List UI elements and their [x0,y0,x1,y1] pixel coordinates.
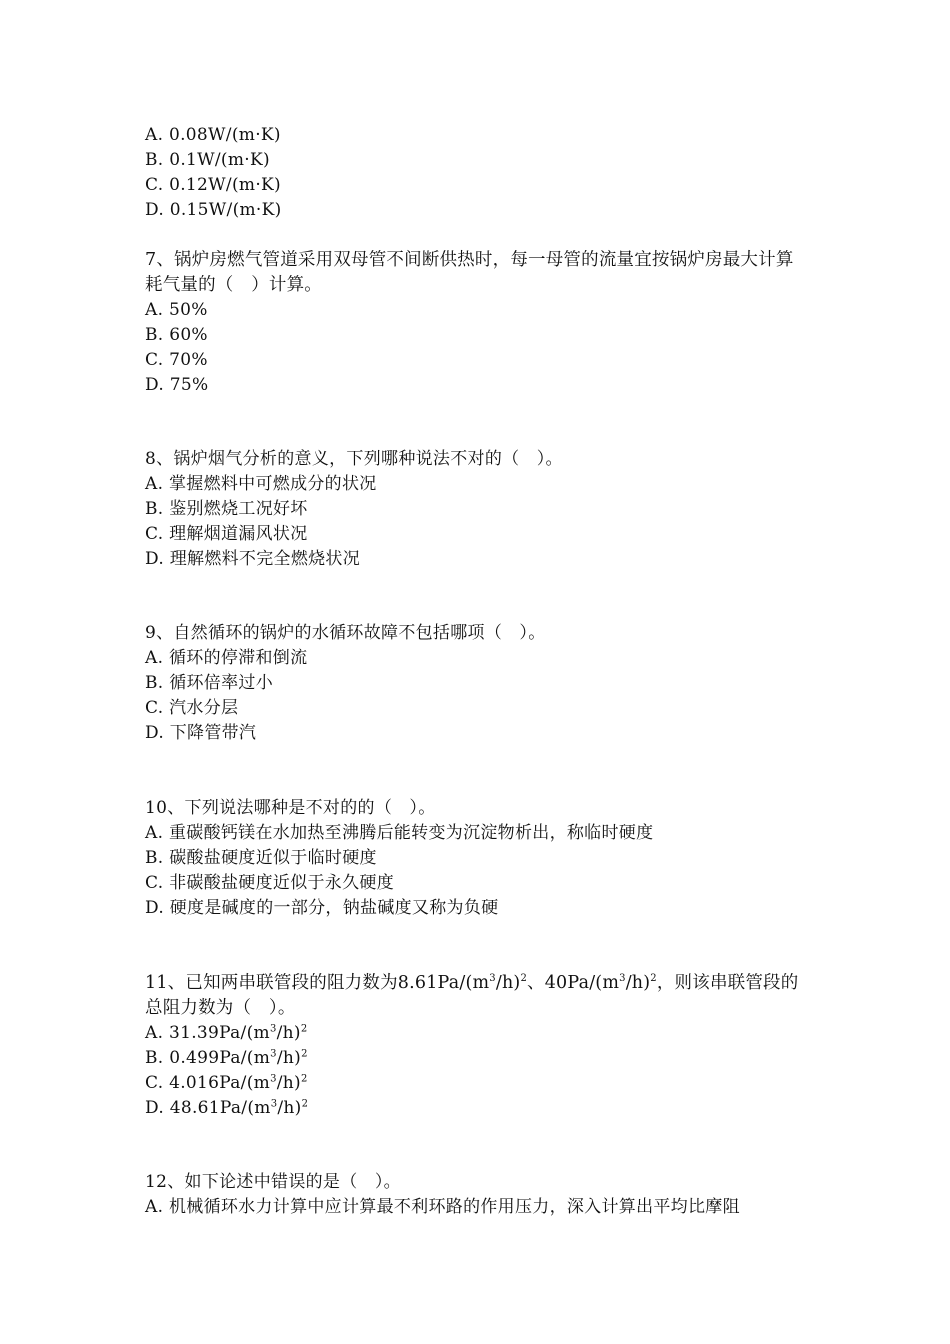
question-8 [145,447,563,572]
option-c: C. 汽水分层 [145,698,239,718]
option-a: A. 循环的停滞和倒流 [145,648,308,668]
option-a: A. $31.39Pa/(m^3/h)^2$ [145,1023,308,1043]
option-c: C. 非碳酸盐硬度近似于永久硬度 [145,873,395,893]
option-d: D. 0.15W/(m·K) [145,200,282,220]
question-7 [145,248,810,398]
option-d: D. 下降管带汽 [145,723,257,743]
question-9 [145,621,546,746]
option-a: A. 机械循环水力计算中应计算最不利环路的作用压力，深入计算出平均比摩阻 [145,1197,740,1217]
question-11 [145,971,810,1121]
question-stem: 9、自然循环的锅炉的水循环故障不包括哪项（ ）。 [145,623,546,643]
option-c: C. $4.016Pa/(m^3/h)^2$ [145,1073,308,1093]
option-d: D. 硬度是碱度的一部分，钠盐碱度又称为负硬 [145,898,499,918]
option-a: A. 0.08W/(m·K) [145,125,281,145]
question-stem: 8、锅炉烟气分析的意义，下列哪种说法不对的（ ）。 [145,449,563,469]
option-b: B. $0.499Pa/(m^3/h)^2$ [145,1048,308,1068]
question-10 [145,796,653,921]
question-stem: 10、下列说法哪种是不对的的（ ）。 [145,798,436,818]
option-b: B. 60% [145,325,208,345]
option-c: C. 理解烟道漏风状况 [145,524,308,544]
option-d: D. 75% [145,375,209,395]
option-c: C. 70% [145,350,208,370]
option-d: D. 理解燃料不完全燃烧状况 [145,549,361,569]
question-stem: 12、如下论述中错误的是（ ）。 [145,1172,401,1192]
option-b: B. 0.1W/(m·K) [145,150,270,170]
option-a: A. 50% [145,300,208,320]
option-b: B. 碳酸盐硬度近似于临时硬度 [145,848,377,868]
question-6-options [145,123,282,223]
question-12 [145,1170,740,1220]
option-a: A. 掌握燃料中可燃成分的状况 [145,474,377,494]
option-c: C. 0.12W/(m·K) [145,175,281,195]
option-a: A. 重碳酸钙镁在水加热至沸腾后能转变为沉淀物析出，称临时硬度 [145,823,654,843]
option-d: D. $48.61Pa/(m^3/h)^2$ [145,1098,309,1118]
question-stem: 11、已知两串联管段的阻力数为$8.61Pa/(m^3/h)^2$、$40Pa/(m^3/h)^2$，则该串联管段的总阻力数为（ ）。 [145,973,799,1018]
option-b: B. 循环倍率过小 [145,673,273,693]
option-b: B. 鉴别燃烧工况好坏 [145,499,308,519]
question-stem: 7、锅炉房燃气管道采用双母管不间断供热时，每一母管的流量宜按锅炉房最大计算耗气量的（ ）计算。 [145,250,794,295]
